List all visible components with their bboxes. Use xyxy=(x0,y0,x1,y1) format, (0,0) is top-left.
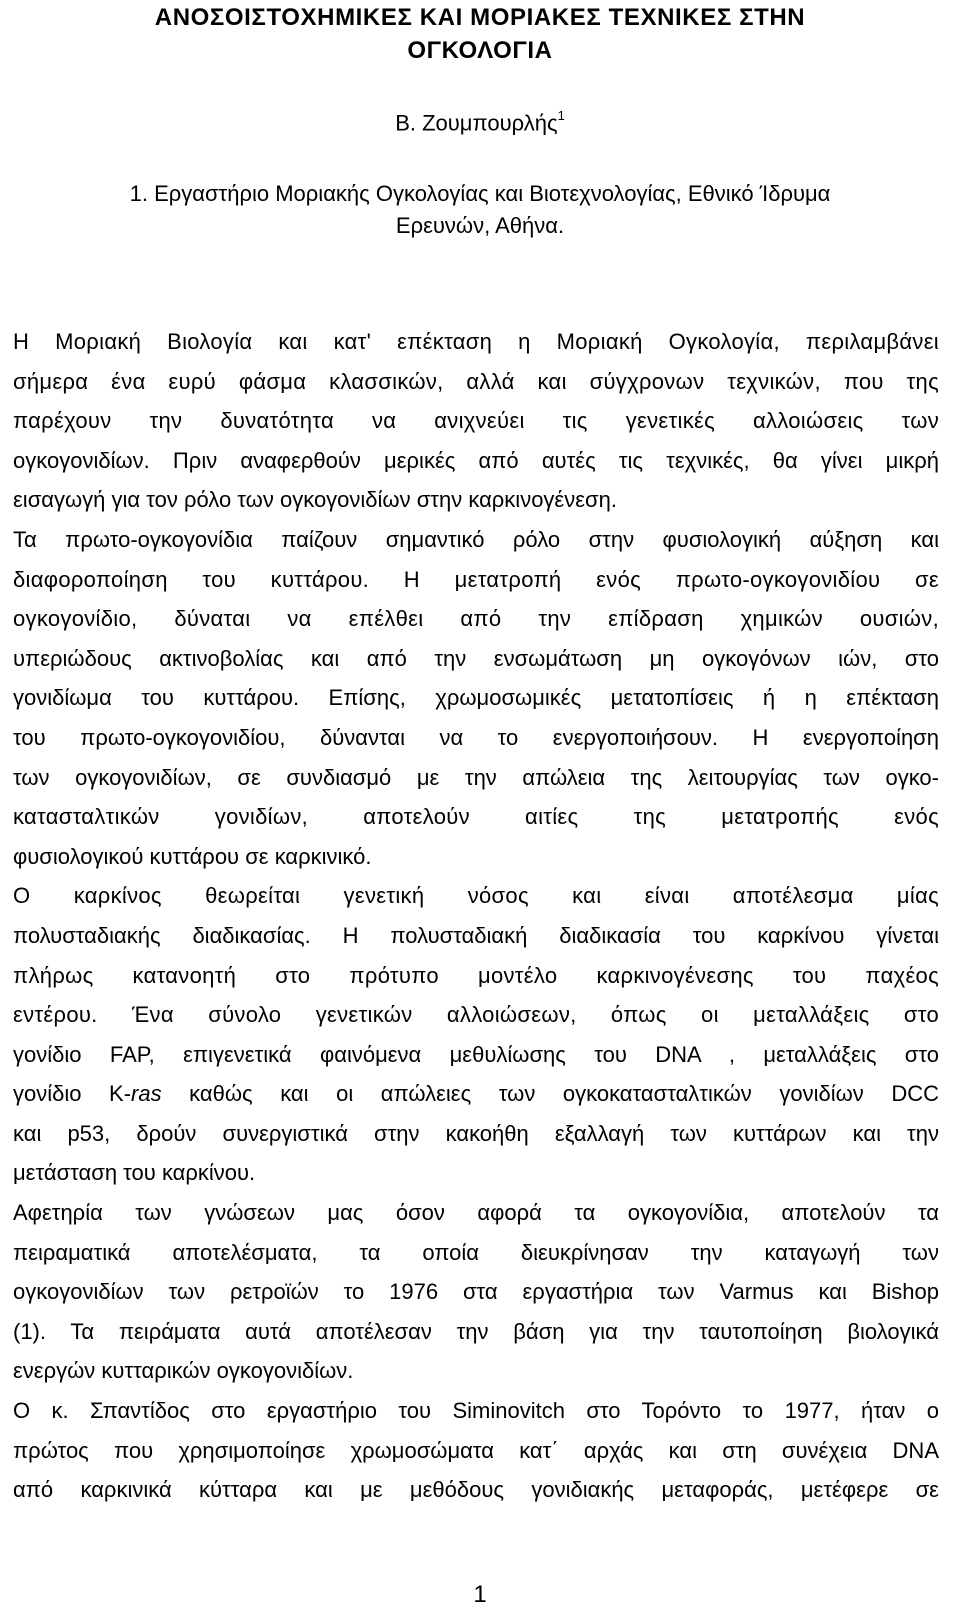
body-line: Ο κ. Σπαντίδος στο εργαστήριο του Siminovitch στο Τορόντο το 1977, ήταν ο xyxy=(13,1398,939,1424)
body-line: γονίδιο FAP, επιγενετικά φαινόμενα μεθυλίωσης του DNA , μεταλλάξεις στο xyxy=(13,1041,939,1067)
affiliation-line-2: Ερευνών, Αθήνα. xyxy=(395,213,565,238)
body-line: από καρκινικά κύτταρα και με μεθόδους γονιδιακής μεταφοράς, μετέφερε σε xyxy=(13,1477,939,1503)
body-line: γονιδίωμα του κυττάρου. Επίσης, χρωμοσωμικές μετατοπίσεις ή η επέκταση xyxy=(13,685,939,711)
body-line: πειραματικά αποτελέσματα, τα οποία διευκρίνησαν την καταγωγή των xyxy=(13,1239,939,1265)
body-line: εντέρου. Ένα σύνολο γενετικών αλλοιώσεων, όπως οι μεταλλάξεις στο xyxy=(13,1002,939,1028)
body-line: Αφετηρία των γνώσεων μας όσον αφορά τα ογκογονίδια, αποτελούν τα xyxy=(13,1200,939,1226)
gene-prefix: γονίδιο K- xyxy=(13,1081,132,1107)
body-line: ενεργών κυτταρικών ογκογονιδίων. xyxy=(13,1358,354,1384)
author-name: Β. Ζουμπουρλής xyxy=(395,110,558,136)
body-line: του πρωτο-ογκογονιδίου, δύνανται να το ενεργοποιήσουν. Η ενεργοποίηση xyxy=(13,724,939,750)
body-line: φυσιολογικού κυττάρου σε καρκινικό. xyxy=(13,843,372,869)
author-affiliation-mark: 1 xyxy=(557,108,565,123)
body-line: ογκογονιδίων. Πριν αναφερθούν μερικές από αυτές τις τεχνικές, θα γίνει μικρή xyxy=(13,447,939,473)
body-line: (1). Τα πειράματα αυτά αποτέλεσαν την βάση για την ταυτοποίηση βιολογικά xyxy=(13,1318,939,1344)
body-line: και p53, δρούν συνεργιστικά στην κακοήθη εξαλλαγή των κυττάρων και την xyxy=(13,1120,939,1146)
body-line: ογκογονίδιο, δύναται να επέλθει από την επίδραση χημικών ουσιών, xyxy=(13,606,939,632)
affiliation-line-1: 1. Εργαστήριο Μοριακής Ογκολογίας και Βιοτεχνολογίας, Εθνικό Ίδρυμα xyxy=(129,181,831,206)
body-line: πολυσταδιακής διαδικασίας. Η πολυσταδιακή διαδικασία του καρκίνου γίνεται xyxy=(13,922,939,948)
page-number: 1 xyxy=(473,1581,487,1608)
body-line: Η Μοριακή Βιολογία και κατ' επέκταση η Μοριακή Ογκολογία, περιλαμβάνει xyxy=(13,329,939,354)
body-line: παρέχουν την δυνατότητα να ανιχνεύει τις γενετικές αλλοιώσεις των xyxy=(13,408,939,434)
gene-name-italic: ras xyxy=(131,1081,162,1107)
body-text xyxy=(13,322,939,1510)
body-line: κατασταλτικών γονιδίων, αποτελούν αιτίες της μετατροπής ενός xyxy=(13,804,939,830)
body-line: υπεριώδους ακτινοβολίας και από την ενσωμάτωση μη ογκογόνων ιών, στο xyxy=(13,645,939,671)
body-line: Ο καρκίνος θεωρείται γενετική νόσος και είναι αποτέλεσμα μίας xyxy=(13,883,939,909)
document-title-line-2: ΟΓΚΟΛΟΓΙΑ xyxy=(407,37,553,64)
body-line: Τα πρωτο-ογκογονίδια παίζουν σημαντικό ρόλο στην φυσιολογική αύξηση και xyxy=(13,526,939,552)
body-line: ογκογονιδίων των ρετροϊών το 1976 στα εργαστήρια των Varmus και Bishop xyxy=(13,1279,939,1305)
body-line-with-gene xyxy=(13,1074,939,1114)
body-line-rest: καθώς και οι απώλειες των ογκοκατασταλτικών γονιδίων DCC xyxy=(189,1081,939,1107)
body-line: εισαγωγή για τον ρόλο των ογκογονιδίων στην καρκινογένεση. xyxy=(13,487,617,513)
author-line xyxy=(40,102,920,139)
body-line: των ογκογονιδίων, σε συνδιασμό με την απώλεια της λειτουργίας των ογκο- xyxy=(13,764,939,790)
body-line: πλήρως κατανοητή στο πρότυπο μοντέλο καρκινογένεσης του παχέος xyxy=(13,962,939,988)
body-line: διαφοροποίηση του κυττάρου. Η μετατροπή ενός πρωτο-ογκογονιδίου σε xyxy=(13,566,939,592)
document-title-line-1: ΑΝΟΣΟΙΣΤΟΧΗΜΙΚΕΣ ΚΑΙ ΜΟΡΙΑΚΕΣ ΤΕΧΝΙΚΕΣ ΣΤΗΝ xyxy=(154,4,806,31)
body-line: σήμερα ένα ευρύ φάσμα κλασσικών, αλλά και σύγχρονων τεχνικών, που της xyxy=(13,368,939,394)
body-line: πρώτος που χρησιμοποίησε χρωμοσώματα κατ΄ αρχάς και στη συνέχεια DNA xyxy=(13,1437,939,1463)
body-line: μετάσταση του καρκίνου. xyxy=(13,1160,256,1186)
